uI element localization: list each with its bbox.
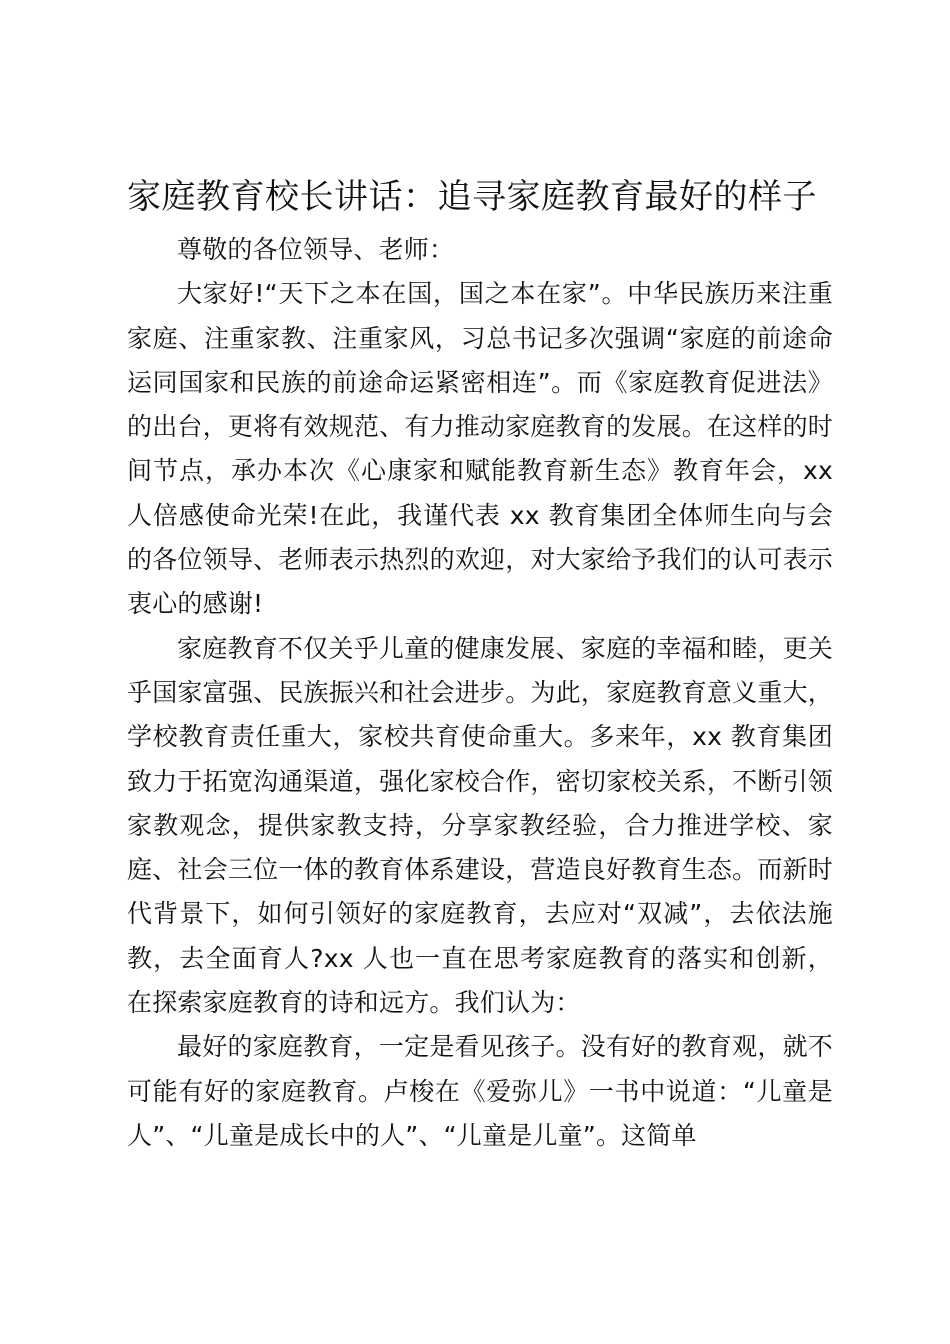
paragraph-1: 大家好!“天下之本在国，国之本在家”。中华民族历来注重家庭、注重家教、注重家风，习总书记多次强调“家庭的前途命运同国家和民族的前途命运紧密相连”。而《家庭教育促进法》的出台，更将有效规范、有力推动家庭教育的发展。在这样的时间节点，承办本次《心康家和赋能教育新生态》教育年会，xx 人倍感使命光荣!在此，我谨代表 xx 教育集团全体师生向与会的各位领导、老师表示热烈的欢迎，对大家给予我们的认可表示衷心的感谢! <box>127 279 833 619</box>
document-title: 家庭教育校长讲话：追寻家庭教育最好的样子 <box>127 177 817 217</box>
paragraph-3: 最好的家庭教育，一定是看见孩子。没有好的教育观，就不可能有好的家庭教育。卢梭在《爱弥儿》一书中说道：“儿童是人”、“儿童是成长中的人”、“儿童是儿童”。这简单 <box>127 1032 833 1150</box>
salutation: 尊敬的各位领导、老师： <box>177 235 455 264</box>
document-page <box>127 168 833 1158</box>
paragraph-2: 家庭教育不仅关乎儿童的健康发展、家庭的幸福和睦，更关乎国家富强、民族振兴和社会进步。为此，家庭教育意义重大，学校教育责任重大，家校共育使命重大。多来年，xx 教育集团致力于拓宽沟通渠道，强化家校合作，密切家校关系，不断引领家教观念，提供家教支持，分享家教经验，合力推进学校、家庭、社会三位一体的教育体系建设，营造良好教育生态。而新时代背景下，如何引领好的家庭教育，去应对“双减”，去依法施教，去全面育人?xx 人也一直在思考家庭教育的落实和创新，在探索家庭教育的诗和远方。我们认为： <box>127 633 833 1018</box>
